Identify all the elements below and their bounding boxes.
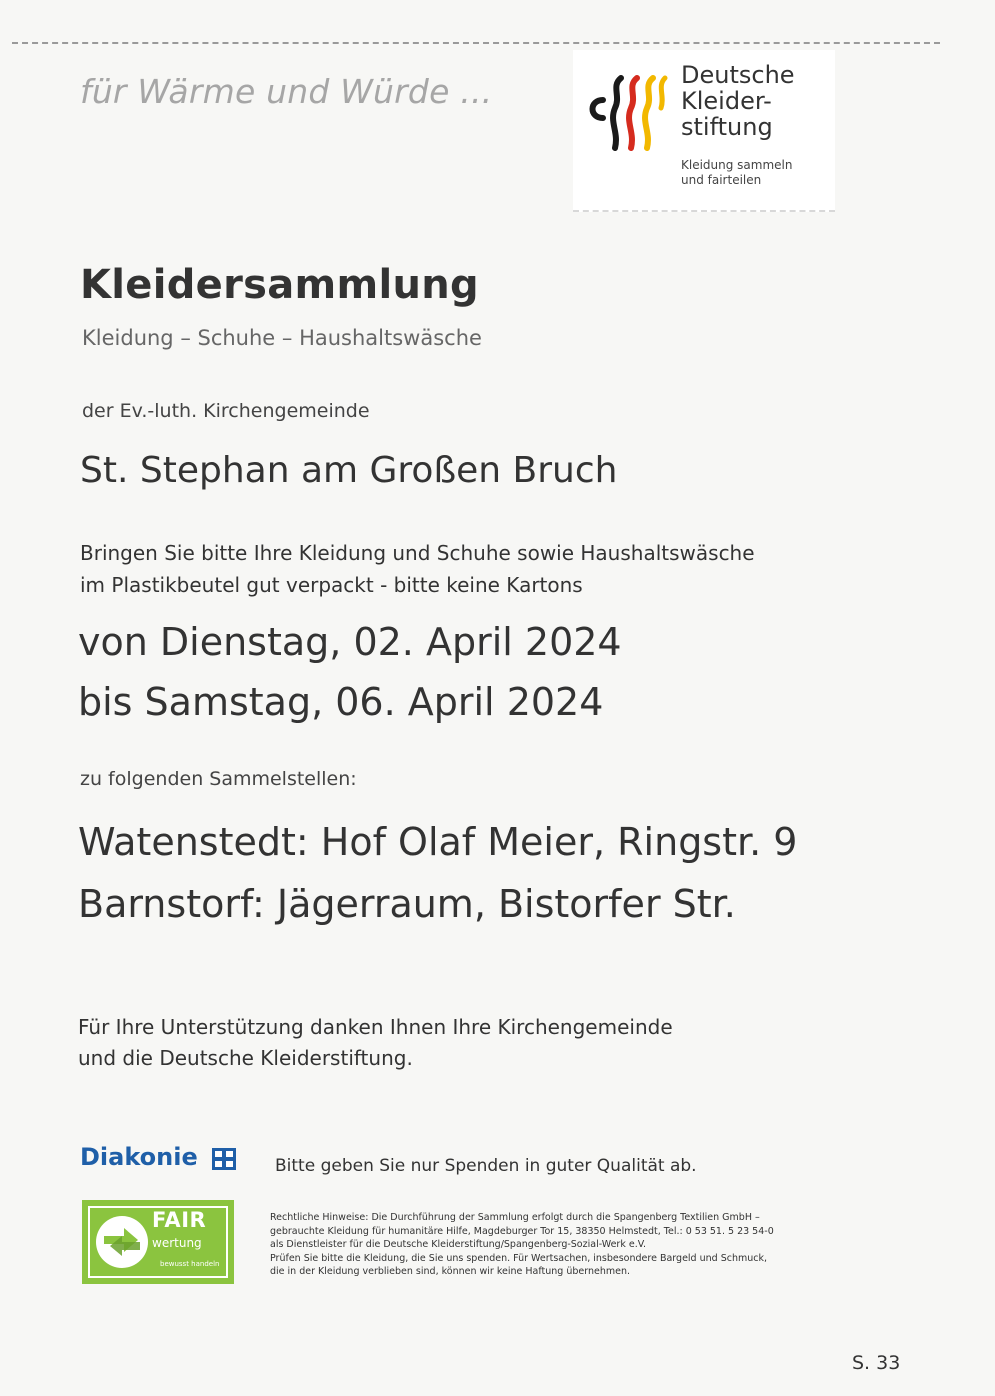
date-to: bis Samstag, 06. April 2024 [78, 680, 604, 724]
thanks-line-1: Für Ihre Unterstützung danken Ihnen Ihre Kirchengemeinde [78, 1015, 673, 1039]
fair-badge-tag: bewusst handeln [160, 1260, 220, 1268]
instruction-line-2: im Plastikbeutel gut verpackt - bitte keine Kartons [80, 573, 583, 597]
slogan: für Wärme und Würde ... [80, 72, 493, 111]
parish-name: St. Stephan am Großen Bruch [80, 450, 618, 491]
deutsche-kleiderstiftung-logo [573, 50, 835, 212]
page-title: Kleidersammlung [80, 262, 479, 308]
logo-name-line-2: Kleider- [681, 87, 772, 115]
thanks-text [78, 1012, 673, 1074]
diakonie-cross-icon [212, 1148, 236, 1170]
page-number: S. 33 [852, 1352, 901, 1374]
page-subtitle: Kleidung – Schuhe – Haushaltswäsche [82, 326, 482, 350]
logo-tagline [681, 158, 793, 188]
diakonie-logo: Diakonie [80, 1143, 198, 1171]
legal-line-3: als Dienstleister für die Deutsche Kleiderstiftung/Spangenberg-Sozial-Werk e.V. [270, 1239, 647, 1250]
legal-line-4: Prüfen Sie bitte die Kleidung, die Sie uns spenden. Für Wertsachen, insbesondere Bargeld und Schmuck, [270, 1252, 767, 1264]
logo-tagline-line-1: Kleidung sammeln [681, 158, 793, 172]
logo-wordmark [681, 62, 795, 140]
fair-badge-sub: wertung [152, 1236, 202, 1250]
fair-wertung-badge [82, 1200, 234, 1284]
fair-badge-word: FAIR [152, 1208, 207, 1232]
cut-line [12, 42, 940, 44]
quality-note: Bitte geben Sie nur Spenden in guter Qualität ab. [275, 1156, 697, 1176]
fair-arrows-icon [92, 1212, 152, 1272]
legal-line-1: Rechtliche Hinweise: Die Durchführung der Sammlung erfolgt durch die Spangenberg Textilien GmbH – [270, 1212, 760, 1223]
collection-point-2: Barnstorf: Jägerraum, Bistorfer Str. [78, 882, 736, 926]
instruction-text [80, 537, 755, 601]
kleiderstiftung-logo-icon [585, 68, 675, 158]
legal-line-2: gebrauchte Kleidung für humanitäre Hilfe, Magdeburger Tor 15, 38350 Helmstedt, Tel.: 0 53 51. 5 23 54-0 [270, 1225, 774, 1237]
logo-name-line-3: stiftung [681, 113, 773, 141]
thanks-line-2: und die Deutsche Kleiderstiftung. [78, 1046, 413, 1070]
organizer-label: der Ev.-luth. Kirchengemeinde [82, 400, 370, 422]
logo-tagline-line-2: und fairteilen [681, 173, 762, 187]
date-from: von Dienstag, 02. April 2024 [78, 620, 622, 664]
logo-name-line-1: Deutsche [681, 61, 795, 89]
legal-notice [270, 1211, 860, 1279]
collection-points-label: zu folgenden Sammelstellen: [80, 768, 357, 790]
legal-line-5: die in der Kleidung verblieben sind, können wir keine Haftung übernehmen. [270, 1266, 631, 1277]
instruction-line-1: Bringen Sie bitte Ihre Kleidung und Schuhe sowie Haushaltswäsche [80, 541, 755, 565]
collection-point-1: Watenstedt: Hof Olaf Meier, Ringstr. 9 [78, 820, 798, 864]
